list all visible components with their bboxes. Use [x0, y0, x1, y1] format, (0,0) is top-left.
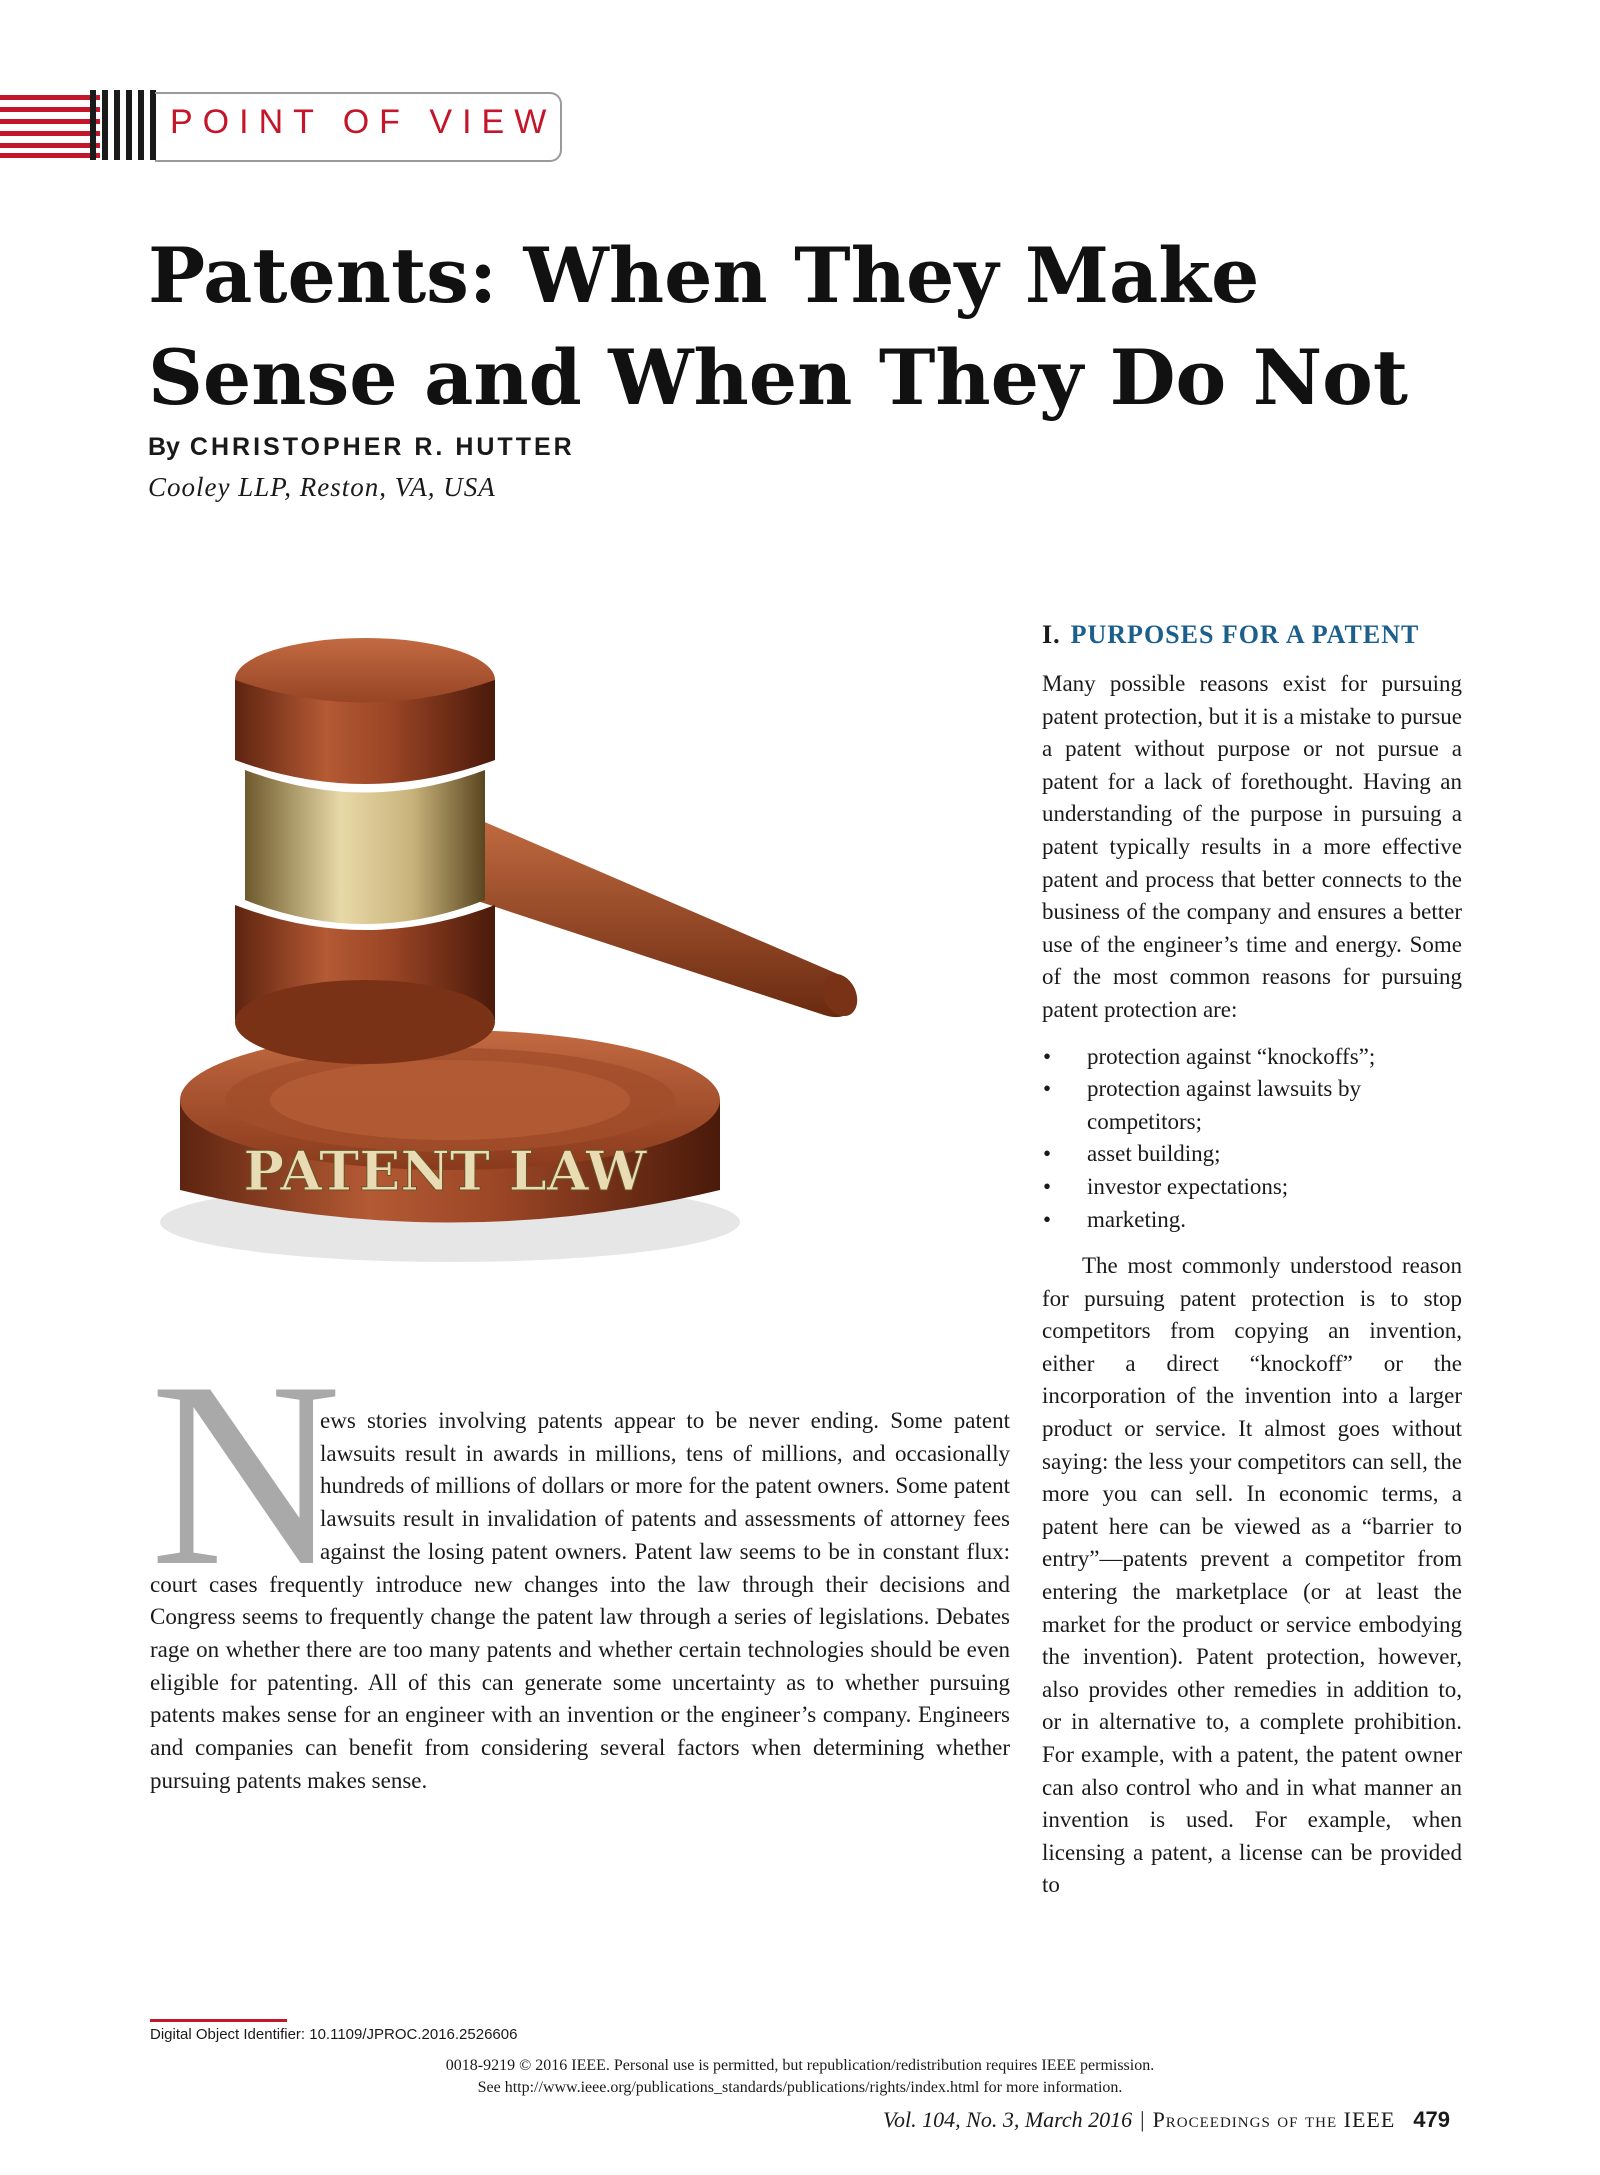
list-item: • protection against “knockoffs”;	[1042, 1041, 1462, 1074]
gavel-icon	[150, 630, 1010, 1270]
section-number: I.	[1042, 620, 1061, 649]
intro-paragraph	[150, 1405, 1010, 1797]
byline	[148, 433, 575, 462]
page-number: 479	[1413, 2107, 1450, 2132]
page-footer	[883, 2107, 1450, 2133]
footnote-rule	[150, 2019, 287, 2022]
svg-text:N: N	[150, 1328, 342, 1621]
footer-separator: |	[1140, 2107, 1145, 2132]
section-tag: POINT OF VIEW	[170, 103, 557, 141]
list-item: • protection against lawsuits by competitors;	[1042, 1073, 1462, 1138]
section-paragraph-1: Many possible reasons exist for pursuing patent protection, but it is a mistake to pursue a patent without purpose or not pursue a patent for a lack of forethought. Having an understanding of the purpose in pursuing a patent typically results in a more effective patent and process that better connects to the business of the company and ensures a better use of the engineer’s time and energy. Some of the most common reasons for pursuing patent protection are:	[1042, 671, 1462, 1022]
volume-info: Vol. 104, No. 3, March 2016	[883, 2107, 1133, 2132]
reasons-list	[1042, 1041, 1462, 1237]
list-item: • asset building;	[1042, 1138, 1462, 1171]
author-name: CHRISTOPHER R. HUTTER	[189, 433, 575, 461]
byline-by: By	[148, 433, 180, 461]
right-column	[1042, 668, 1462, 1902]
journal-name: Proceedings of the IEEE	[1152, 2107, 1396, 2132]
doi: Digital Object Identifier: 10.1109/JPROC.2016.2526606	[150, 2026, 518, 2043]
permissions-link[interactable]: See http://www.ieee.org/publications_standards/publications/rights/index.html for more information.	[477, 2079, 1123, 2096]
engraving-text: PATENT LAW	[243, 1139, 647, 1203]
list-item: • marketing.	[1042, 1204, 1462, 1237]
section-paragraph-2: The most commonly understood reason for pursuing patent protection is to stop competitors from copying an invention, either a direct “knockoff” or the incorporation of the invention into a larger product or service. It almost goes without saying: the less your competitors can sell, the more you can sell. In economic terms, a patent here can be viewed as a “barrier to entry”—patents prevent a competitor from entering the marketplace (or at least the market for the product or service embodying the invention). Patent protection, however, also provides other remedies in addition to, or in alternative to, a complete prohibition. For example, with a patent, the patent owner can also control who and in what manner an invention is used. For example, when licensing a patent, a license can be provided to	[1042, 1253, 1462, 1898]
section-title: PURPOSES FOR A PATENT	[1070, 620, 1420, 649]
title-line-2: Sense and When They Do Not	[148, 333, 1408, 422]
copyright-line: 0018-9219 © 2016 IEEE. Personal use is permitted, but republication/redistribution requires IEEE permission.	[445, 2057, 1155, 2074]
article-title	[148, 225, 1448, 429]
title-line-1: Patents: When They Make	[148, 231, 1260, 320]
author-affiliation: Cooley LLP, Reston, VA, USA	[148, 472, 496, 502]
section-heading	[1042, 620, 1419, 650]
list-item: • investor expectations;	[1042, 1171, 1462, 1204]
intro-text: ews stories involving patents appear to be never ending. Some patent lawsuits result in awards in millions, tens of millions, and occasionally hundreds of millions of dollars or more for the patent owners. Some patent lawsuits result in invalidation of patents and assessments of attorney fees against the losing patent owners. Patent law seems to be in constant flux: court cases frequently introduce new changes into the law through their decisions and Congress seems to frequently change the patent law through a series of legislations. Debates rage on whether there are too many patents and whether certain technologies should be even eligible for patenting. All of this can generate some uncertainty as to whether pursuing patents makes sense for an engineer with an invention or the engineer’s company. Engineers and companies can benefit from considering several factors when determining whether pursuing patents makes sense.	[150, 1408, 1010, 1793]
section-tag-stripes	[0, 90, 160, 160]
